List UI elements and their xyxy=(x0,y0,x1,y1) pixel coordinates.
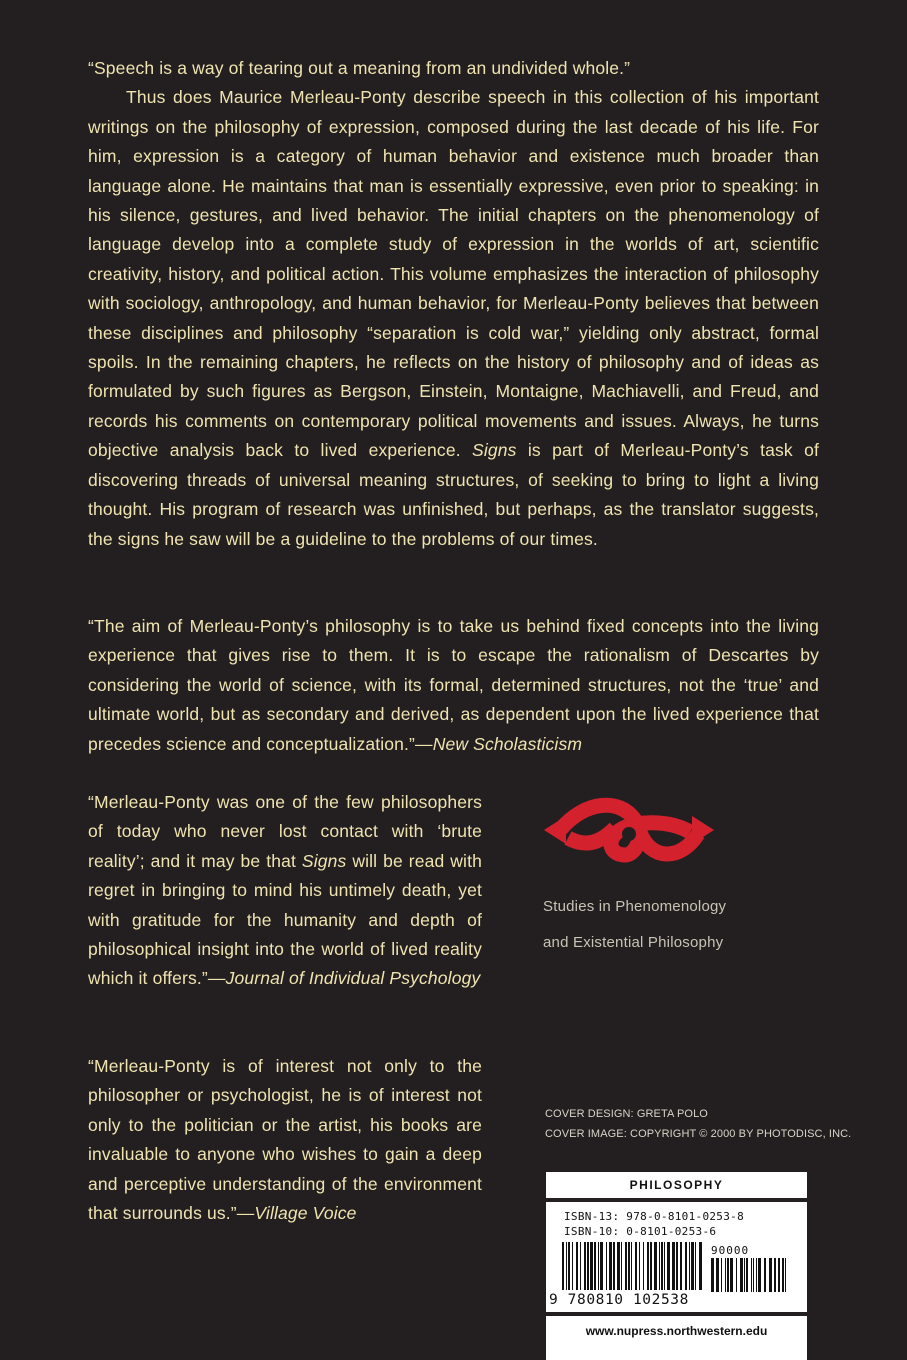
barcode-bar xyxy=(625,1242,627,1290)
review-text: “The aim of Merleau-Ponty’s philosophy is to take us behind fixed concepts into the living experience that gives rise to them. It is to escape the rationalism of Descartes by considering the world of science, with its formal, determined structures, not the ‘true’ and ultimate world, but as secondary and derived, as dependent upon the lived experience that precedes science and conceptualization.”— xyxy=(88,616,819,754)
series-name xyxy=(543,889,726,961)
barcode-bar xyxy=(621,1242,622,1290)
barcode-bar xyxy=(691,1242,694,1290)
barcode-bar xyxy=(562,1242,564,1290)
barcode-bar xyxy=(600,1242,603,1290)
review-source: Journal of Individual Psychology xyxy=(225,968,481,989)
barcode-bar xyxy=(594,1242,596,1290)
barcode-bar xyxy=(764,1258,766,1292)
barcode-bar xyxy=(643,1242,644,1290)
cover-image-credit: COVER IMAGE: COPYRIGHT © 2000 BY PHOTODISC, INC. xyxy=(545,1128,852,1140)
barcode-bar xyxy=(725,1258,726,1292)
barcode-bar xyxy=(689,1242,690,1290)
ean-number: 9 780810 102538 xyxy=(549,1292,689,1308)
review-source: Village Voice xyxy=(254,1203,357,1224)
barcode-bar xyxy=(785,1258,786,1292)
barcode-bar xyxy=(650,1242,652,1290)
barcode-bar xyxy=(769,1258,772,1292)
barcode-bar xyxy=(672,1242,675,1290)
category-label: PHILOSOPHY xyxy=(546,1172,807,1198)
barcode-bar xyxy=(661,1242,663,1290)
barcode-bar xyxy=(609,1242,612,1290)
review-new-scholasticism xyxy=(88,612,819,759)
isbn13-label: ISBN-13: 978-0-8101-0253-8 xyxy=(564,1210,744,1223)
review-text: “Merleau-Ponty is of interest not only to the philosopher or psychologist, he is of interest not only to the politician or the artist, his books are invaluable to anyone who wishes to gain a deep and perceptive understanding of the environment that surrounds us.”— xyxy=(88,1056,482,1224)
barcode-bar xyxy=(639,1242,640,1290)
barcode-bar xyxy=(774,1258,776,1292)
series-line-2: and Existential Philosophy xyxy=(543,934,724,951)
barcode-bar xyxy=(590,1242,593,1290)
barcode-bar xyxy=(568,1242,570,1290)
barcode-bar xyxy=(572,1242,573,1290)
review-text-cont: will be read with regret in bringing to mind his untimely death, yet with gratitude for the humanity and depth of philosophical insight into the world of lived reality which it offers.”— xyxy=(88,850,482,989)
barcode-bar xyxy=(631,1242,632,1290)
barcode-bar xyxy=(576,1242,578,1290)
barcode-bar xyxy=(756,1258,757,1292)
series-logo-icon xyxy=(540,790,718,880)
barcode-bar xyxy=(664,1242,665,1290)
description-text: Thus does Maurice Merleau-Ponty describe speech in this collection of his important writings on the philosophy of expression, composed during the last decade of his life. For him, expression is a category of human behavior and existence much broader than language alone. He maintains that man is essentially expressive, even prior to speaking: in his silence, gestures, and lived behavior. The initial chapters on the phenomenology of language develop into a complete study of expression in the worlds of art, scientific creativity, history, and political action. This volume emphasizes the interaction of philosophy with sociology, anthropology, and human behavior, for Merleau-Ponty believes that between these disciplines and philosophy “separation is cold war,” yielding only abstract, formal spoils. In the remaining chapters, he reflects on the history of philosophy and of ideas as formulated by such figures as Bergson, Einstein, Montaigne, Machiavelli, and Freud, and records his comments on contemporary political movements and issues. Always, he turns objective analysis back to lived experience. xyxy=(88,87,819,461)
barcode-panel xyxy=(546,1172,807,1360)
barcode-bar xyxy=(628,1242,630,1290)
barcode-bar xyxy=(758,1258,761,1292)
cover-credits xyxy=(545,1104,851,1144)
barcode-bar xyxy=(753,1258,754,1292)
barcode-bar xyxy=(580,1242,581,1290)
barcode-bar xyxy=(676,1242,678,1290)
cover-design-credit: COVER DESIGN: GRETA POLO xyxy=(545,1108,708,1120)
barcode-bar xyxy=(736,1258,737,1292)
review-source: New Scholasticism xyxy=(432,733,583,754)
barcode-bar xyxy=(730,1258,733,1292)
barcode-bar xyxy=(606,1242,607,1290)
barcode-bar xyxy=(659,1242,660,1290)
barcode-bar xyxy=(647,1242,649,1290)
description-text-cont: is part of Merleau-Ponty’s task of discovering threads of universal meaning structures, of seeking to bring to light a living thought. His program of research was unfinished, but perhaps, as the translator suggests, the signs he saw will be a guideline to the problems of our times. xyxy=(88,440,819,549)
barcode-bar xyxy=(584,1242,586,1290)
barcode-bar xyxy=(695,1242,696,1290)
barcode-bar xyxy=(685,1242,687,1290)
barcode-bar xyxy=(680,1242,682,1290)
publisher-url: www.nupress.northwestern.edu xyxy=(546,1316,807,1360)
barcode-bar xyxy=(782,1258,784,1292)
opening-quote: “Speech is a way of tearing out a meaning from an undivided whole.” xyxy=(88,58,631,78)
barcode-bars xyxy=(562,1242,704,1290)
barcode-bar xyxy=(617,1242,620,1290)
barcode-bar xyxy=(746,1258,748,1292)
barcode-bar xyxy=(613,1242,615,1290)
barcode-bar xyxy=(727,1258,729,1292)
barcode-bar xyxy=(699,1242,702,1290)
review-journal-individual-psychology xyxy=(88,788,482,994)
barcode-bar xyxy=(721,1258,722,1292)
barcode-bar xyxy=(654,1242,657,1290)
review-village-voice xyxy=(88,1052,482,1228)
barcode-bar xyxy=(778,1258,780,1292)
review-text: “Merleau-Ponty was one of the few philosophers of today who never lost contact with ‘brute reality’; and it may be that xyxy=(88,792,482,871)
barcode-bar xyxy=(740,1258,743,1292)
barcode-box xyxy=(546,1202,807,1312)
book-title: Signs xyxy=(301,850,347,871)
barcode-bar xyxy=(751,1258,752,1292)
addon-barcode-bars xyxy=(711,1258,791,1292)
barcode-bar xyxy=(744,1258,745,1292)
barcode-bar xyxy=(566,1242,567,1290)
barcode-bar xyxy=(635,1242,637,1290)
price-code: 90000 xyxy=(711,1244,750,1257)
description-paragraph xyxy=(88,83,819,554)
isbn10-label: ISBN-10: 0-8101-0253-6 xyxy=(564,1225,717,1238)
barcode-bar xyxy=(716,1258,719,1292)
book-title: Signs xyxy=(472,440,517,461)
barcode-bar xyxy=(598,1242,599,1290)
blurb-section xyxy=(88,54,819,554)
barcode-bar xyxy=(667,1242,670,1290)
series-line-1: Studies in Phenomenology xyxy=(543,898,727,915)
barcode-bar xyxy=(587,1242,589,1290)
barcode-bar xyxy=(711,1258,714,1292)
